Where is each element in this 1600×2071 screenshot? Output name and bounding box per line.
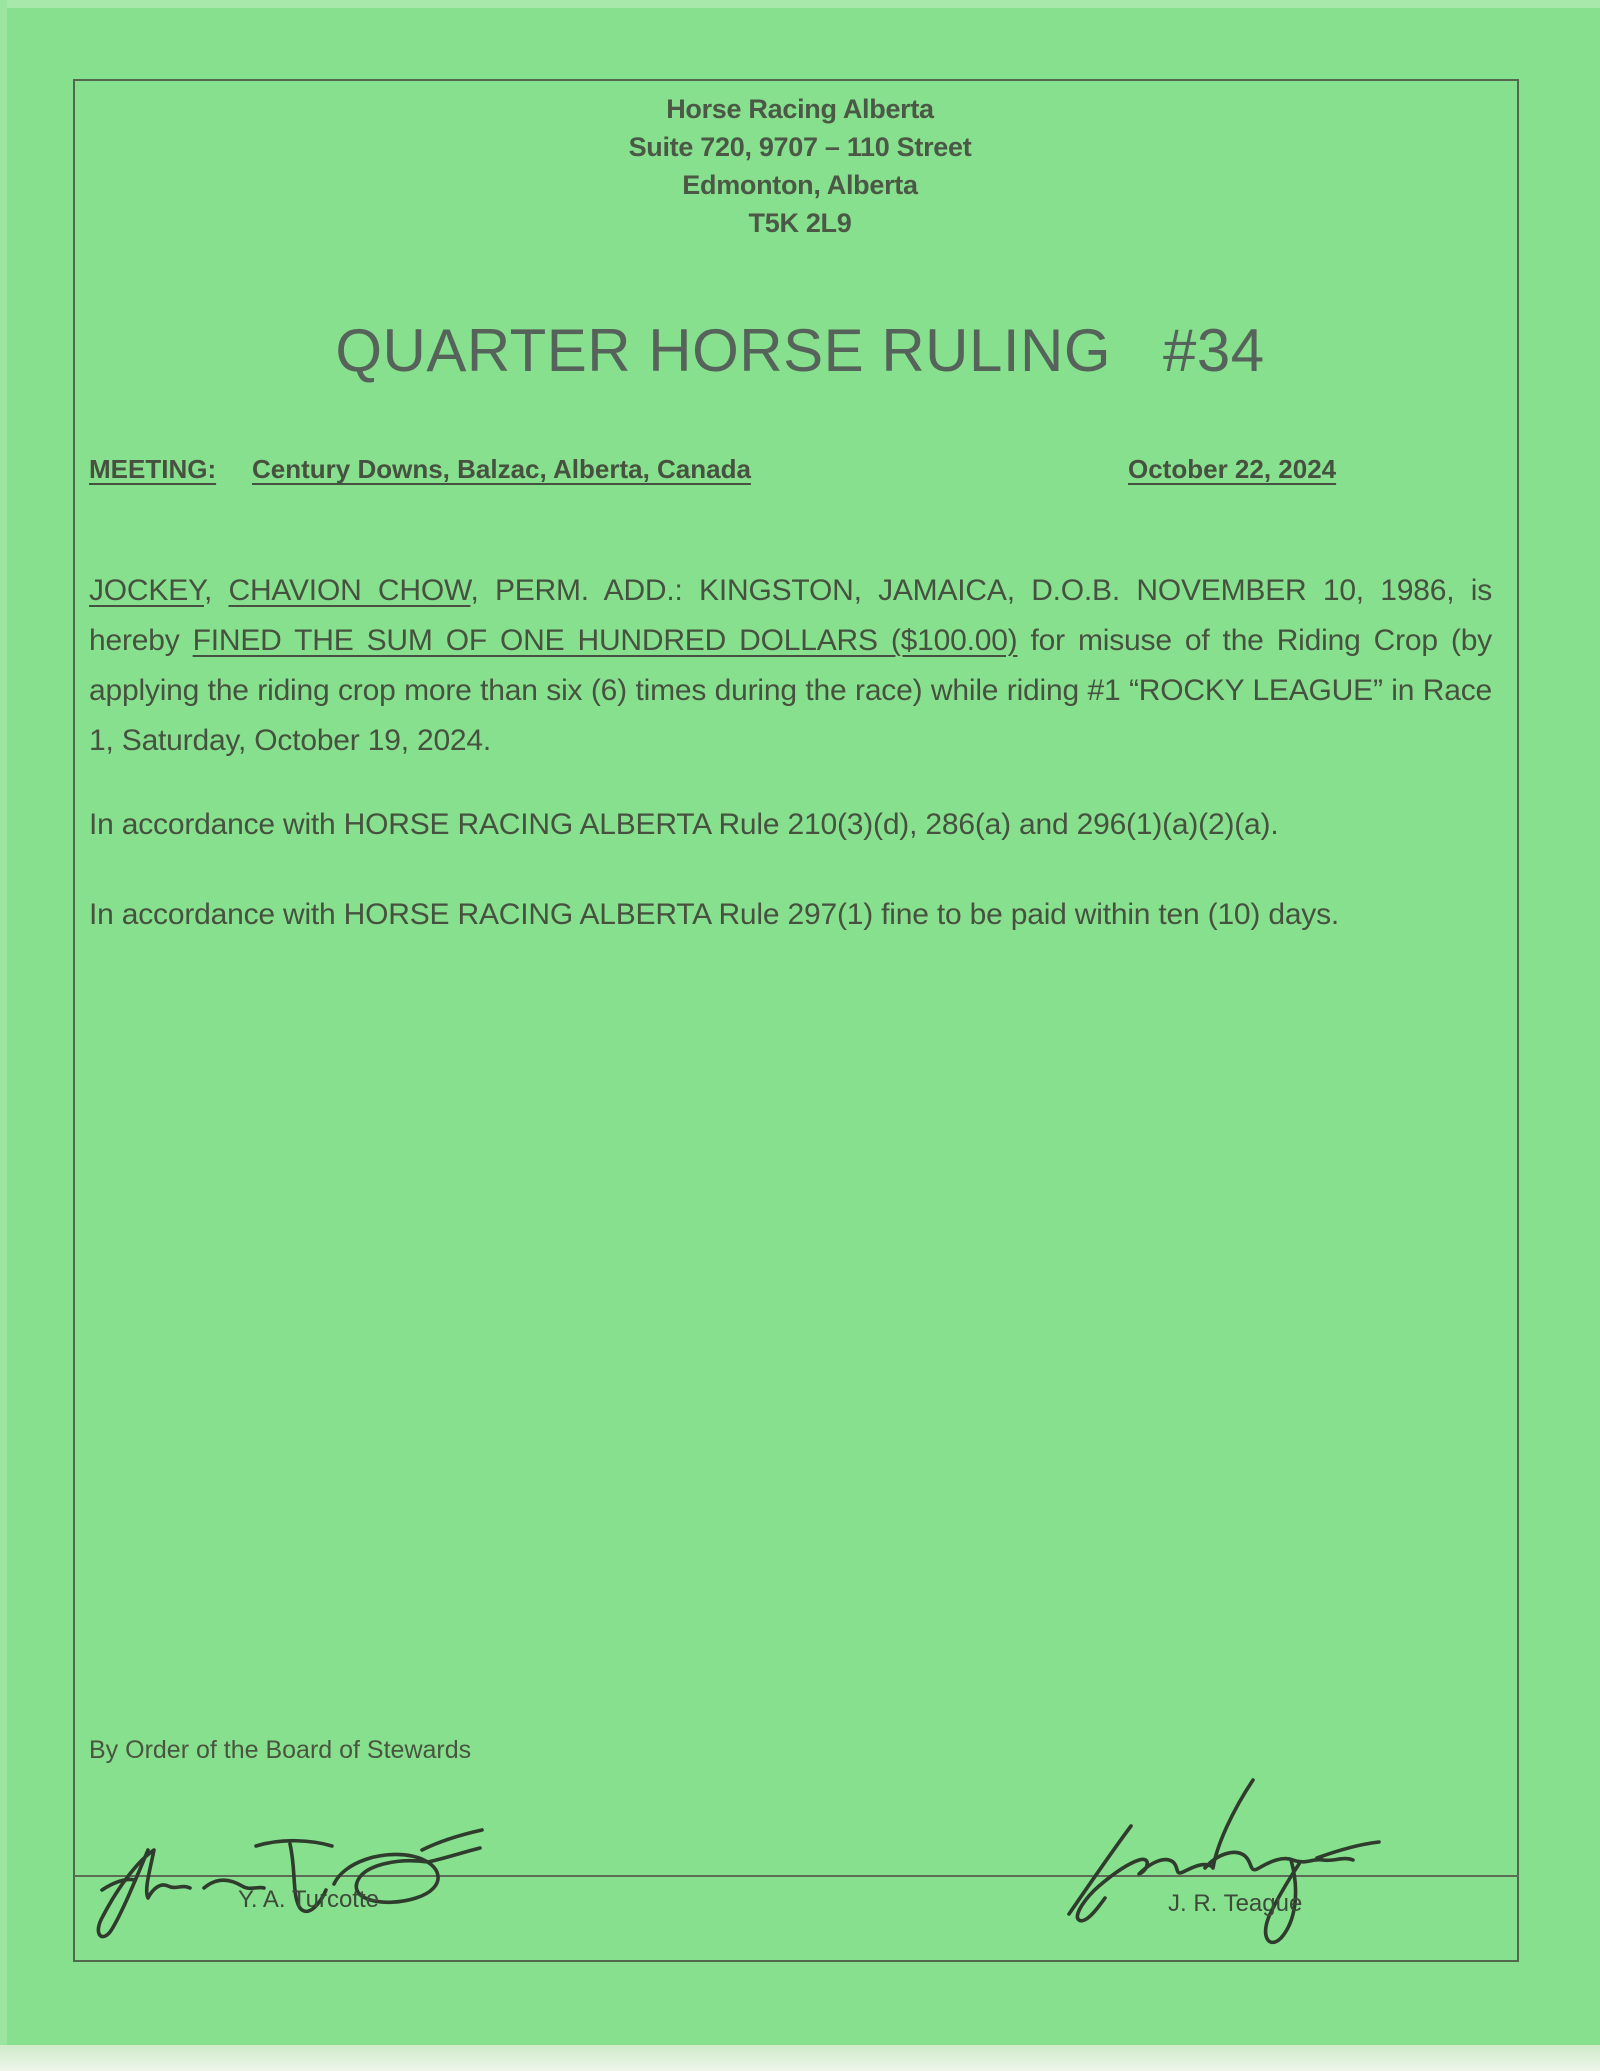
separator-text: , <box>203 574 229 607</box>
signatory-name-teague: J. R. Teague <box>1168 1890 1303 1917</box>
ruling-number: #34 <box>1163 317 1265 384</box>
org-name: Horse Racing Alberta <box>666 94 934 124</box>
jockey-label: JOCKEY <box>89 574 204 607</box>
org-city: Edmonton, Alberta <box>682 170 918 200</box>
meeting-date: October 22, 2024 <box>1128 454 1337 484</box>
signature-teague <box>1055 1752 1395 1952</box>
scan-edge-bottom <box>0 2045 1600 2071</box>
signature-turcotte <box>86 1792 486 1942</box>
rule-citation-2: In accordance with HORSE RACING ALBERTA Rule 297(1) fine to be paid within ten (10) days. <box>89 898 1340 931</box>
ruling-title-text: QUARTER HORSE RULING <box>335 317 1112 384</box>
meeting-label: MEETING: <box>89 454 217 484</box>
rule-citation-1: In accordance with HORSE RACING ALBERTA Rule 210(3)(d), 286(a) and 296(1)(a)(2)(a). <box>89 808 1279 841</box>
fine-amount: FINED THE SUM OF ONE HUNDRED DOLLARS ($100.00) <box>192 624 1018 657</box>
meeting-location: Century Downs, Balzac, Alberta, Canada <box>252 454 751 484</box>
letterhead <box>0 90 1600 242</box>
page-title <box>0 316 1600 385</box>
org-postal-code: T5K 2L9 <box>748 208 852 238</box>
scan-edge-top <box>0 0 1600 8</box>
ruling-paragraph <box>89 566 1492 766</box>
board-order-text: By Order of the Board of Stewards <box>89 1736 472 1764</box>
jockey-details: , PERM. ADD.: KINGSTON, JAMAICA, D.O.B. NOVEMBER 10, 1986, is hereby <box>89 574 1493 657</box>
scan-edge-left <box>0 0 7 2071</box>
org-address: Suite 720, 9707 – 110 Street <box>628 132 972 162</box>
signatory-name-turcotte: Y. A. Turcotte <box>238 1886 379 1913</box>
jockey-name: CHAVION CHOW <box>228 574 471 607</box>
offence-details: for misuse of the Riding Crop (by applying the riding crop more than six (6) times during the race) while riding #1 “ROCKY LEAGUE” in Race 1, Saturday, October 19, 2024. <box>89 624 1492 757</box>
